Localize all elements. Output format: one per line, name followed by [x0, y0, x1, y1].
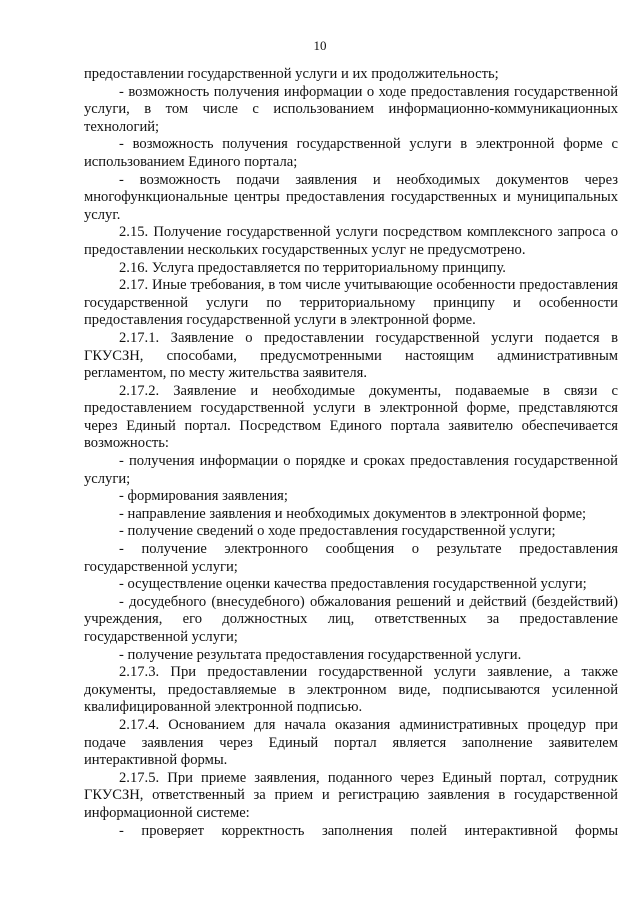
paragraph: 2.17.3. При предоставлении государственной услуги заявление, а также документы, предоставляемые в электронном виде, подписываются усиленной квалифицированной электронной подписью.	[84, 664, 618, 716]
page-number: 10	[313, 38, 327, 53]
paragraph: 2.17.4. Основанием для начала оказания административных процедур при подаче заявления через Единый портал является заполнение заявителем интерактивной формы.	[84, 716, 618, 769]
paragraph: 2.15. Получение государственной услуги посредством комплексного запроса о предоставлении нескольких государственных услуг не предусмотрено.	[84, 224, 618, 258]
document-body	[84, 66, 618, 840]
paragraph: - осуществление оценки качества предоставления государственной услуги;	[119, 576, 587, 593]
paragraph: - получение электронного сообщения о результате предоставления государственной услуги;	[84, 541, 618, 575]
paragraph: - формирования заявления;	[119, 488, 288, 505]
paragraph: - возможность получения государственной услуги в электронной форме с использованием Единого портала;	[84, 136, 618, 170]
paragraph: 2.17.5. При приеме заявления, поданного через Единый портал, сотрудник ГКУСЗН, ответственный за прием и регистрацию заявления в государственной информационной системе:	[84, 769, 618, 821]
paragraph: - досудебного (внесудебного) обжалования решений и действий (бездействий) учреждения, его должностных лиц, ответственных за предоставление государственной услуги;	[84, 593, 618, 645]
paragraph: 2.17. Иные требования, в том числе учитывающие особенности предоставления государственной услуги по территориальному принципу и особенности предоставления государственной услуги в электронной форме.	[84, 277, 618, 329]
paragraph: 2.17.1. Заявление о предоставлении государственной услуги подается в ГКУСЗН, способами, предусмотренными настоящим административным регламентом, по месту жительства заявителя.	[84, 329, 618, 382]
paragraph: 2.16. Услуга предоставляется по территориальному принципу.	[119, 259, 506, 276]
paragraph: - направление заявления и необходимых документов в электронной форме;	[119, 505, 587, 522]
paragraph: - проверяет корректность заполнения полей интерактивной формы	[119, 822, 618, 839]
paragraph: - получение сведений о ходе предоставления государственной услуги;	[119, 523, 556, 540]
paragraph: предоставлении государственной услуги и их продолжительность;	[84, 66, 499, 82]
paragraph: - получения информации о порядке и сроках предоставления государственной услуги;	[84, 453, 618, 487]
paragraph: 2.17.2. Заявление и необходимые документы, подаваемые в связи с предоставлением государственной услуги в электронной форме, представляются через Единый портал. Посредством Единого портала заявителю обеспечивается возможность:	[84, 382, 618, 452]
paragraph: - возможность получения информации о ходе предоставления государственной услуги, в том числе с использованием информационно-коммуникационных технологий;	[84, 83, 618, 135]
paragraph: - получение результата предоставления государственной услуги.	[119, 646, 522, 663]
paragraph: - возможность подачи заявления и необходимых документов через многофункциональные центры предоставления государственных и муниципальных услуг.	[84, 171, 618, 223]
